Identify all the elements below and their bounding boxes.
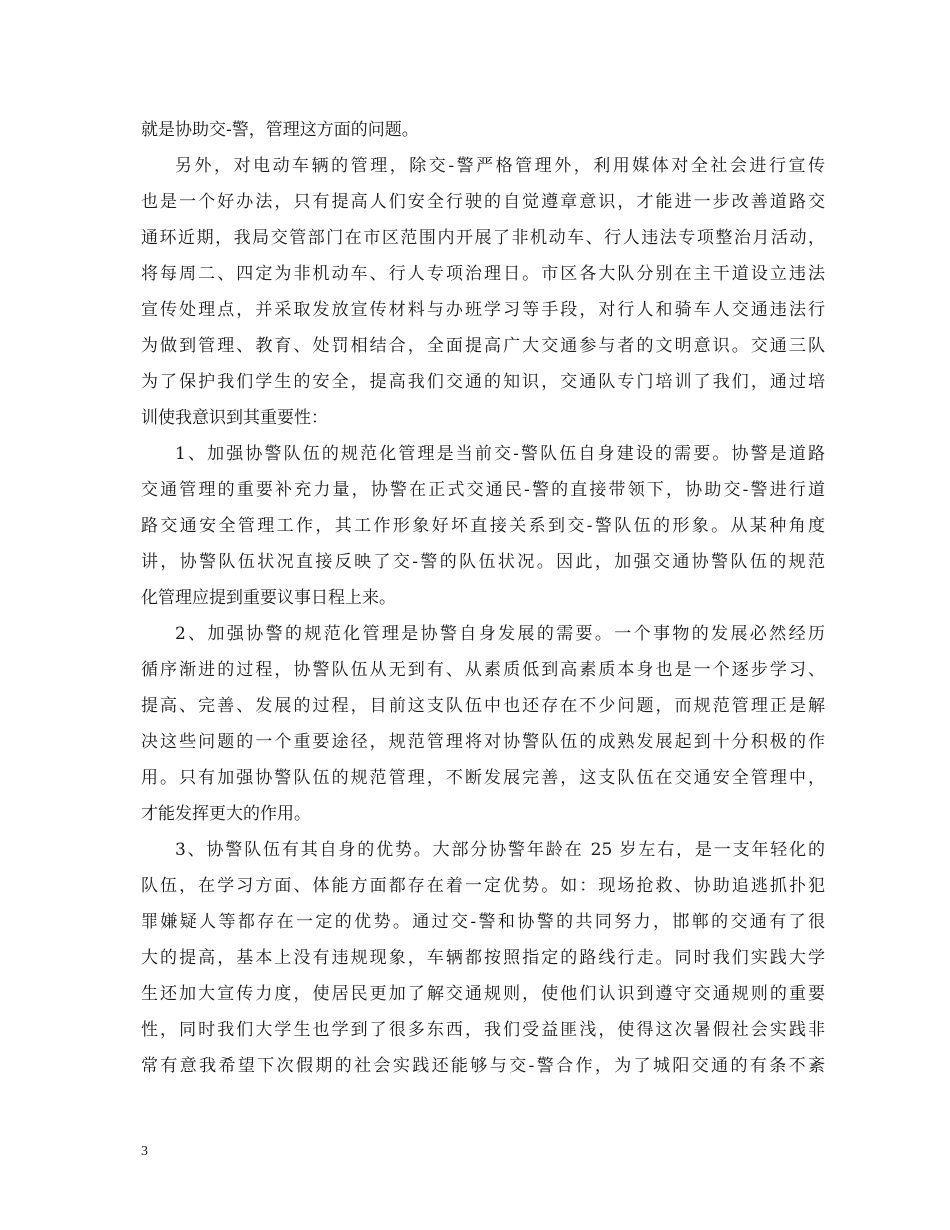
text-line: 化管理应提到重要议事日程上来。 (141, 588, 396, 608)
text-line: 通环近期，我局交管部门在市区范围内开展了非机动车、行人违法专项整治月活动， (141, 228, 825, 248)
text-line: 决这些问题的一个重要途径，规范管理将对协警队伍的成熟发展起到十分积极的作 (141, 732, 825, 752)
text-line: 队伍，在学习方面、体能方面都存在着一定优势。如：现场抢救、协助追逃抓扑犯 (141, 876, 825, 896)
text-line: 宣传处理点，并采取发放宣传材料与办班学习等手段，对行人和骑车人交通违法行 (141, 300, 825, 320)
paragraph-first-line: 3、协警队伍有其自身的优势。大部分协警年龄在 25 岁左右，是一支年轻化的 (175, 840, 825, 860)
text-line: 路交通安全管理工作，其工作形象好坏直接关系到交-警队伍的形象。从某种角度 (141, 516, 825, 536)
paragraph-first-line: 2、加强协警的规范化管理是协警自身发展的需要。一个事物的发展必然经历 (175, 624, 825, 644)
text-line: 循序渐进的过程，协警队伍从无到有、从素质低到高素质本身也是一个逐步学习、 (141, 660, 825, 680)
text-line: 提高、完善、发展的过程，目前这支队伍中也还存在不少问题，而规范管理正是解 (141, 696, 825, 716)
text-line: 罪嫌疑人等都存在一定的优势。通过交-警和协警的共同努力，邯郸的交通有了很 (141, 912, 825, 932)
text-line: 性，同时我们大学生也学到了很多东西，我们受益匪浅，使得这次暑假社会实践非 (141, 1020, 825, 1040)
text-line: 才能发挥更大的作用。 (141, 804, 311, 824)
text-line: 也是一个好办法，只有提高人们安全行驶的自觉遵章意识，才能进一步改善道路交 (141, 192, 825, 212)
paragraph-first-line: 1、加强协警队伍的规范化管理是当前交-警队伍自身建设的需要。协警是道路 (175, 444, 825, 464)
text-line: 讲，协警队伍状况直接反映了交-警的队伍状况。因此，加强交通协警队伍的规范 (141, 552, 825, 572)
text-line: 将每周二、四定为非机动车、行人专项治理日。市区各大队分别在主干道设立违法 (141, 264, 825, 284)
text-line: 为做到管理、教育、处罚相结合，全面提高广大交通参与者的文明意识。交通三队 (141, 336, 825, 356)
paragraph-first-line: 另外，对电动车辆的管理，除交-警严格管理外，利用媒体对全社会进行宣传 (175, 156, 825, 176)
text-line: 生还加大宣传力度，使居民更加了解交通规则，使他们认识到遵守交通规则的重要 (141, 984, 825, 1004)
page-number: 3 (141, 1144, 148, 1159)
text-line: 为了保护我们学生的安全，提高我们交通的知识，交通队专门培训了我们，通过培 (141, 372, 825, 392)
text-line: 大的提高，基本上没有违规现象，车辆都按照指定的路线行走。同时我们实践大学 (141, 948, 825, 968)
text-line: 用。只有加强协警队伍的规范管理，不断发展完善，这支队伍在交通安全管理中， (141, 768, 825, 788)
text-line: 常有意我希望下次假期的社会实践还能够与交-警合作，为了城阳交通的有条不紊 (141, 1056, 825, 1076)
text-line: 训使我意识到其重要性： (141, 408, 328, 428)
text-line: 交通管理的重要补充力量，协警在正式交通民-警的直接带领下，协助交-警进行道 (141, 480, 825, 500)
text-line: 就是协助交-警，管理这方面的问题。 (141, 120, 419, 140)
